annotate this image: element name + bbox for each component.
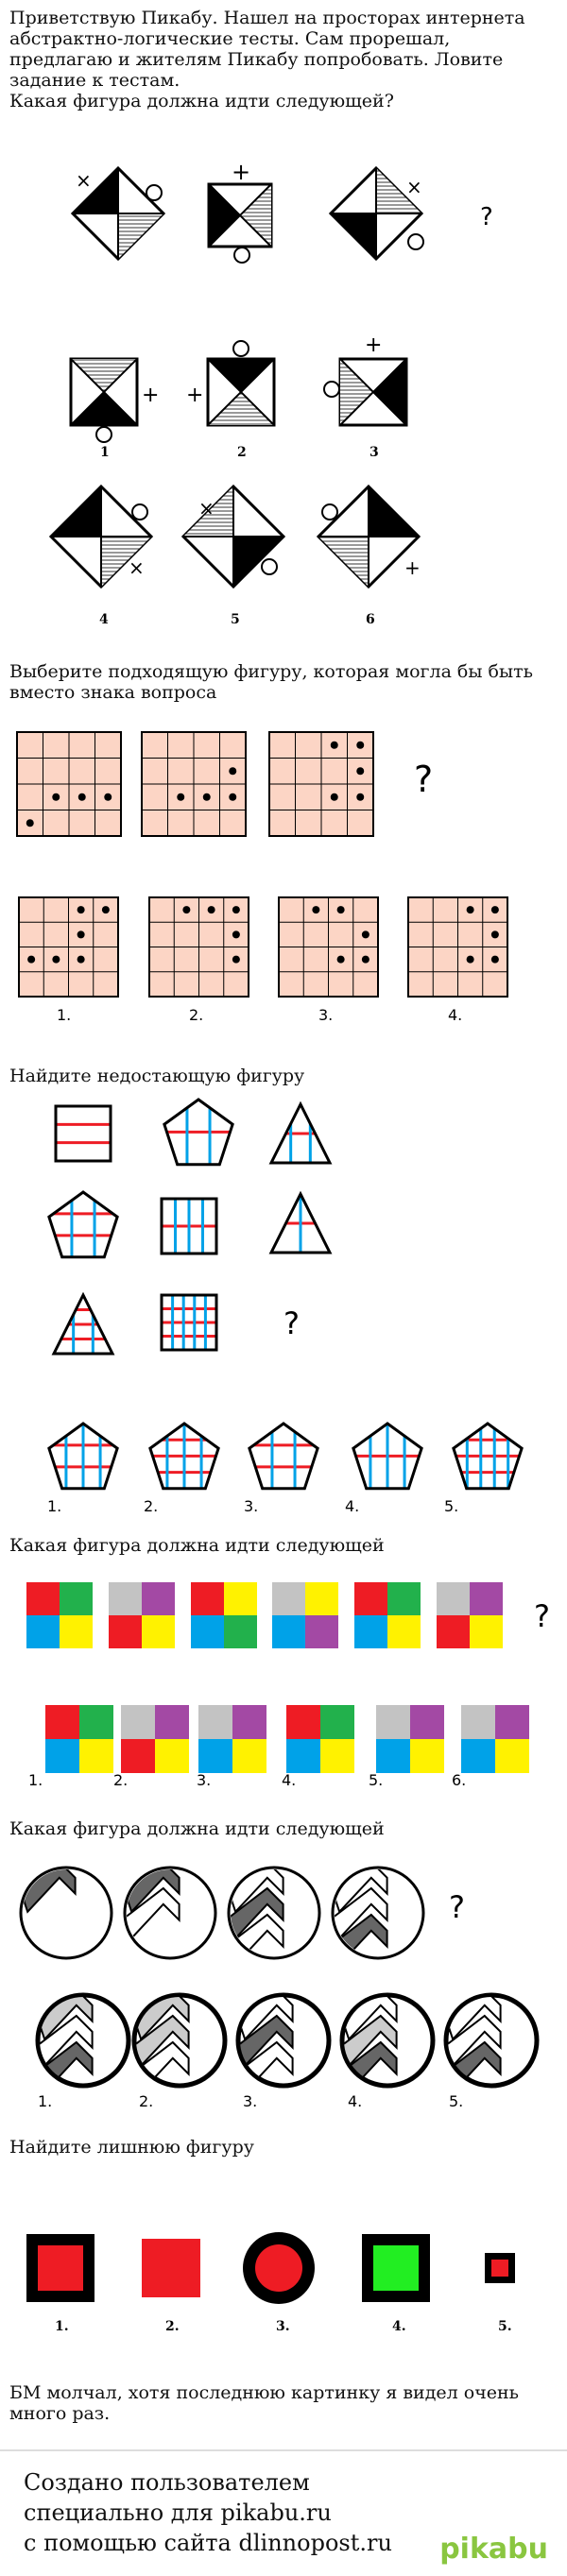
q5-option-1[interactable]	[38, 1989, 129, 2092]
svg-text:+: +	[142, 384, 160, 407]
footer-line-1: Создано пользователем	[24, 2469, 310, 2496]
q6-label-4: 4.	[392, 2319, 406, 2334]
q5-option-2[interactable]	[134, 1989, 225, 2092]
q3-seq-2-1	[49, 1192, 117, 1257]
q3-seq-3-1	[54, 1295, 112, 1354]
q5-label-5: 5.	[449, 2092, 464, 2110]
q2-option-2[interactable]	[149, 897, 249, 997]
q4-seq-3	[191, 1582, 257, 1648]
svg-text:+: +	[186, 384, 204, 407]
q4-label-2: 2.	[113, 1771, 129, 1789]
q3-option-5[interactable]	[454, 1424, 522, 1489]
intro-line-1: Приветствую Пикабу. Нашел на просторах интернета	[9, 8, 525, 28]
intro-line-4: задание к тестам.	[9, 70, 180, 91]
q4-label-1: 1.	[28, 1771, 43, 1789]
q2-question-mark: ?	[414, 759, 434, 800]
q2-option-3[interactable]	[279, 897, 378, 997]
q4-option-2[interactable]	[121, 1705, 189, 1773]
svg-text:×: ×	[406, 176, 422, 198]
outro-line-2: много раз.	[9, 2403, 111, 2424]
q3-title: Найдите недостающую фигуру	[9, 1066, 305, 1086]
q5-question-mark: ?	[449, 1889, 465, 1925]
q1-seq-3	[331, 168, 423, 259]
q5-option-3[interactable]	[238, 1989, 329, 2092]
q5-seq-3	[229, 1862, 319, 1965]
pikabu-logo[interactable]	[439, 2533, 548, 2566]
q4-option-4[interactable]	[286, 1705, 354, 1773]
q3-option-1[interactable]	[49, 1424, 117, 1489]
q3-option-2[interactable]	[150, 1424, 218, 1489]
q1-option-1[interactable]	[71, 359, 159, 442]
q2-label-3: 3.	[318, 1006, 334, 1024]
q2-seq-2	[142, 732, 246, 836]
q5-figures	[0, 1861, 567, 2125]
q2-figures	[0, 727, 567, 1039]
outro-line-1: БМ молчал, хотя последнюю картинку я видел очень	[9, 2382, 520, 2403]
q4-title: Какая фигура должна идти следующей	[9, 1535, 385, 1556]
svg-text:+: +	[365, 333, 383, 357]
q1-option-6[interactable]	[318, 486, 421, 587]
q6-option-1[interactable]	[26, 2234, 94, 2302]
q4-seq-2	[109, 1582, 175, 1648]
q6-option-4[interactable]	[362, 2234, 430, 2302]
q4-label-6: 6.	[452, 1771, 467, 1789]
q3-seq-3-2	[162, 1295, 216, 1350]
q4-seq-6	[437, 1582, 503, 1648]
q1-label-5: 5	[231, 612, 240, 627]
q6-option-5[interactable]	[485, 2253, 515, 2283]
q3-label-2: 2.	[144, 1497, 159, 1515]
q3-seq-1-2	[164, 1100, 232, 1165]
svg-text:+: +	[232, 159, 251, 185]
q1-question-mark: ?	[480, 203, 493, 231]
q2-label-4: 4.	[448, 1006, 463, 1024]
svg-text:+: +	[404, 556, 421, 579]
q3-label-5: 5.	[444, 1497, 459, 1515]
q4-option-1[interactable]	[45, 1705, 113, 1773]
q6-label-1: 1.	[55, 2319, 69, 2334]
q2-option-1[interactable]	[19, 897, 118, 997]
q2-option-4[interactable]	[408, 897, 507, 997]
q6-label-2: 2.	[165, 2319, 180, 2334]
q1-option-3[interactable]	[324, 333, 406, 425]
q5-seq-1	[21, 1862, 112, 1958]
q3-figures	[0, 1096, 567, 1540]
q4-question-mark: ?	[534, 1598, 550, 1634]
q1-option-2[interactable]	[186, 341, 274, 425]
q1-seq-1	[73, 168, 163, 259]
q5-label-3: 3.	[243, 2092, 258, 2110]
footer-line-2: специально для pikabu.ru	[24, 2499, 332, 2526]
q1-option-4[interactable]	[51, 486, 151, 587]
q1-option-5[interactable]	[183, 486, 284, 587]
q2-label-2: 2.	[189, 1006, 204, 1024]
svg-text:×: ×	[129, 556, 145, 579]
q5-option-5[interactable]	[446, 1989, 537, 2092]
q4-option-3[interactable]	[198, 1705, 266, 1773]
q2-title-line-2: вместо знака вопроса	[9, 682, 217, 703]
q4-label-3: 3.	[197, 1771, 212, 1789]
q6-option-3[interactable]	[243, 2232, 315, 2304]
q1-label-6: 6	[366, 612, 375, 627]
q4-figures	[0, 1578, 567, 1789]
q4-option-6[interactable]	[461, 1705, 529, 1773]
q6-title: Найдите лишнюю фигуру	[9, 2137, 254, 2158]
q2-seq-1	[17, 732, 121, 836]
q5-title: Какая фигура должна идти следующей	[9, 1818, 385, 1839]
q1-label-2: 2	[237, 445, 247, 460]
q5-option-4[interactable]	[342, 1989, 433, 2092]
q1-seq-2	[209, 159, 271, 263]
pikabu-logo-text: pikabu	[439, 2533, 548, 2566]
q6-figures	[0, 2225, 567, 2338]
svg-text:×: ×	[198, 497, 215, 520]
q4-seq-1	[26, 1582, 93, 1648]
q1-label-1: 1	[100, 445, 110, 460]
q2-title-line-1: Выберите подходящую фигуру, которая могла бы быть	[9, 661, 533, 682]
q2-seq-3	[269, 732, 373, 836]
q6-label-3: 3.	[276, 2319, 290, 2334]
footer-line-3: с помощью сайта dlinnopost.ru	[24, 2530, 392, 2556]
q1-label-4: 4	[99, 612, 109, 627]
q3-label-3: 3.	[244, 1497, 259, 1515]
q5-label-2: 2.	[139, 2092, 154, 2110]
q6-option-2[interactable]	[142, 2239, 200, 2297]
q3-seq-1-3	[271, 1104, 330, 1163]
footer	[0, 2449, 567, 2576]
q2-label-1: 1.	[57, 1006, 72, 1024]
q4-seq-4	[272, 1582, 338, 1648]
q1-title: Какая фигура должна идти следующей?	[9, 91, 394, 111]
q5-label-4: 4.	[348, 2092, 363, 2110]
intro-line-2: абстрактно-логические тесты. Сам прорешал,	[9, 28, 451, 49]
q6-label-5: 5.	[498, 2319, 512, 2334]
q3-seq-2-2	[162, 1199, 216, 1254]
q4-seq-5	[354, 1582, 421, 1648]
q3-label-4: 4.	[345, 1497, 360, 1515]
q5-seq-2	[125, 1862, 215, 1958]
q1-figures	[0, 151, 567, 680]
q5-seq-4	[333, 1862, 423, 1965]
q3-question-mark: ?	[284, 1305, 300, 1341]
q3-seq-2-3	[271, 1194, 330, 1253]
q4-label-4: 4.	[282, 1771, 297, 1789]
q5-label-1: 1.	[38, 2092, 53, 2110]
q1-label-3: 3	[369, 445, 379, 460]
svg-text:×: ×	[76, 169, 92, 192]
intro-line-3: предлагаю и жителям Пикабу попробовать. Ловите	[9, 49, 504, 70]
q3-label-1: 1.	[47, 1497, 62, 1515]
q3-seq-1-1	[56, 1106, 111, 1161]
q3-option-4[interactable]	[353, 1424, 421, 1489]
q4-label-5: 5.	[369, 1771, 384, 1789]
q4-option-5[interactable]	[376, 1705, 444, 1773]
q3-option-3[interactable]	[249, 1424, 318, 1489]
